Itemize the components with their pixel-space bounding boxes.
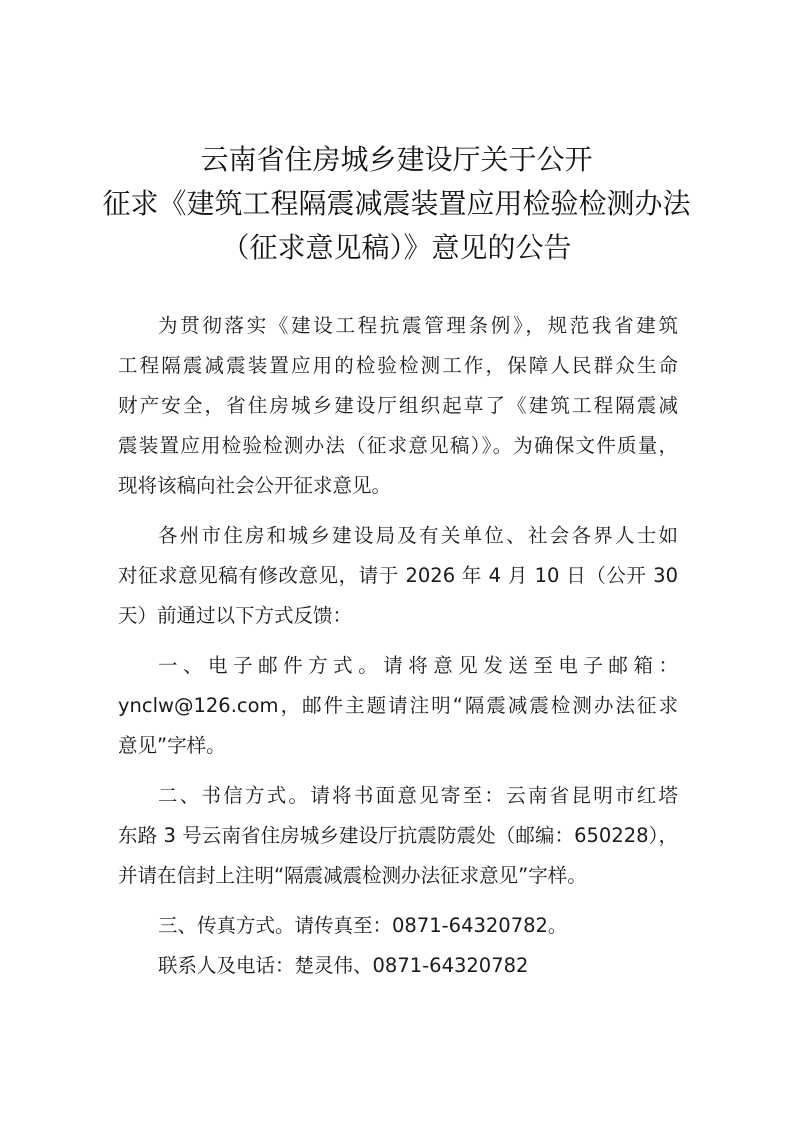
paragraph-5-line-1: 三、传真方式。请传真至：0871-64320782。: [158, 914, 568, 937]
paragraph-3-line-2: ynclw@126.com，邮件主题请注明“隔震减震检测办法征求: [118, 694, 678, 717]
paragraph-1-line-1: 为贯彻落实《建设工程抗震管理条例》，规范我省建筑: [158, 314, 678, 337]
paragraph-2-line-3: 天）前通过以下方式反馈：: [118, 604, 353, 627]
title-line-2: 征求《建筑工程隔震减震装置应用检验检测办法: [102, 187, 691, 220]
paragraph-1-line-2: 工程隔震减震装置应用的检验检测工作，保障人民群众生命: [118, 354, 678, 377]
paragraph-3-line-3: 意见”字样。: [118, 734, 226, 757]
paragraph-3-line-1: 一、电子邮件方式。请将意见发送至电子邮箱：: [158, 654, 678, 677]
paragraph-1-line-4: 震装置应用检验检测办法（征求意见稿）》。为确保文件质量，: [118, 434, 678, 457]
paragraph-1-line-3: 财产安全，省住房城乡建设厅组织起草了《建筑工程隔震减: [118, 394, 678, 417]
paragraph-4-line-1: 二、书信方式。请将书面意见寄至：云南省昆明市红塔: [158, 784, 678, 807]
paragraph-2-line-2: 对征求意见稿有修改意见，请于 2026 年 4 月 10 日（公开 30: [118, 564, 678, 587]
title-line-3: （征求意见稿）》意见的公告: [221, 231, 572, 264]
contact-line: 联系人及电话：楚灵伟、0871-64320782: [158, 954, 529, 977]
title-line-1: 云南省住房城乡建设厅关于公开: [200, 143, 593, 176]
paragraph-4-line-3: 并请在信封上注明“隔震减震检测办法征求意见”字样。: [118, 864, 587, 887]
paragraph-1-line-5: 现将该稿向社会公开征求意见。: [118, 474, 392, 497]
paragraph-4-line-2: 东路 3 号云南省住房城乡建设厅抗震防震处（邮编：650228），: [118, 824, 678, 847]
paragraph-2-line-1: 各州市住房和城乡建设局及有关单位、社会各界人士如: [158, 524, 678, 547]
